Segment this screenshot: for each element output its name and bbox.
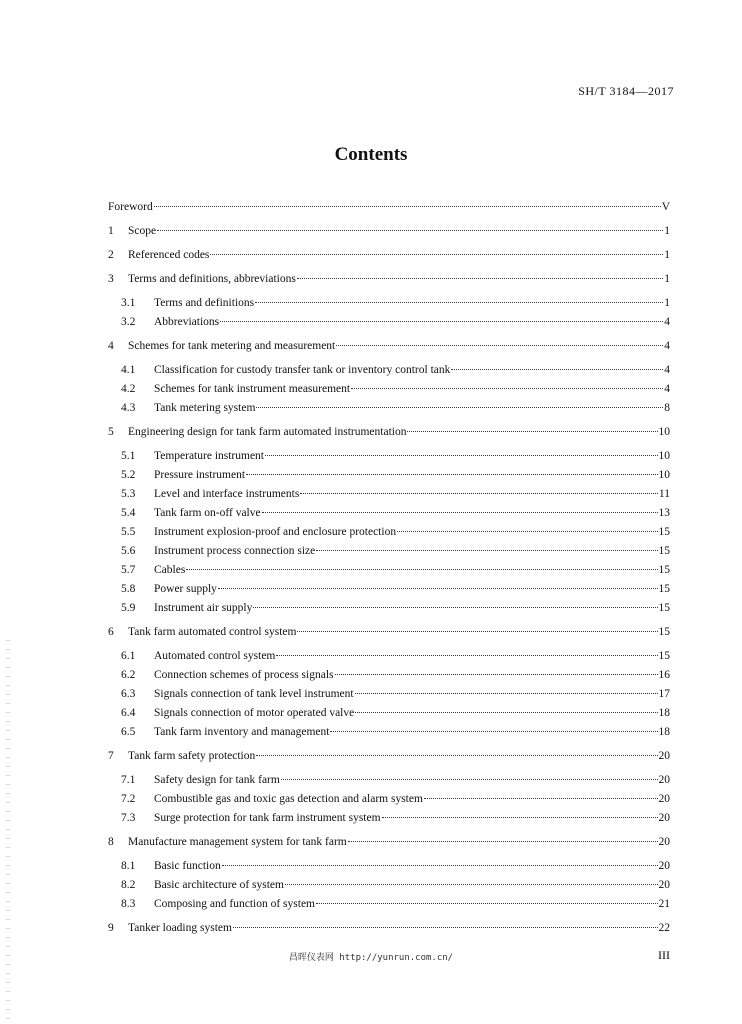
toc-leader-dots — [285, 884, 658, 885]
toc-entry-title: Basic architecture of system — [154, 879, 284, 891]
toc-entry[interactable] — [121, 792, 670, 806]
toc-entry-title: Composing and function of system — [154, 898, 315, 910]
toc-entry-number: 5.5 — [121, 526, 136, 538]
toc-entry[interactable] — [121, 296, 670, 310]
toc-entry-page: 1 — [664, 297, 670, 309]
toc-entry-number: 7 — [108, 750, 114, 762]
toc-entry-number: 5.6 — [121, 545, 136, 557]
toc-leader-dots — [316, 550, 657, 551]
toc-entry-page: 4 — [664, 383, 670, 395]
toc-leader-dots — [253, 607, 657, 608]
toc-entry-title: Signals connection of tank level instrument — [154, 688, 354, 700]
toc-entry-page: 18 — [658, 726, 670, 738]
toc-entry-page: 15 — [658, 650, 670, 662]
toc-entry-title: Cables — [154, 564, 186, 576]
toc-entry[interactable] — [121, 525, 670, 539]
toc-entry-title: Tank farm on-off valve — [154, 507, 261, 519]
toc-entry-page: 20 — [658, 812, 670, 824]
toc-entry-title: Pressure instrument — [154, 469, 246, 481]
toc-entry-page: 10 — [658, 469, 670, 481]
toc-entry-number: 5.3 — [121, 488, 136, 500]
toc-entry-title: Schemes for tank instrument measurement — [154, 383, 351, 395]
toc-entry[interactable] — [121, 468, 670, 482]
toc-leader-dots — [246, 474, 657, 475]
toc-entry-title: Referenced codes — [128, 249, 210, 261]
toc-entry-title: Engineering design for tank farm automated instrumentation — [128, 426, 407, 438]
toc-entry-title: Terms and definitions — [154, 297, 255, 309]
toc-entry[interactable] — [108, 200, 670, 214]
toc-entry-number: 6.1 — [121, 650, 136, 662]
toc-leader-dots — [351, 388, 663, 389]
toc-entry[interactable] — [121, 315, 670, 329]
toc-entry-title: Signals connection of motor operated valve — [154, 707, 355, 719]
toc-entry-page: 1 — [664, 273, 670, 285]
toc-leader-dots — [297, 631, 657, 632]
toc-leader-dots — [220, 321, 663, 322]
toc-entry-page: 22 — [658, 922, 670, 934]
toc-entry-number: 4.2 — [121, 383, 136, 395]
toc-entry-page: 4 — [664, 316, 670, 328]
toc-leader-dots — [330, 731, 657, 732]
toc-entry-title: Temperature instrument — [154, 450, 265, 462]
toc-entry-number: 6.2 — [121, 669, 136, 681]
toc-entry-title: Combustible gas and toxic gas detection and alarm system — [154, 793, 423, 805]
toc-entry-page: 21 — [658, 898, 670, 910]
toc-entry-number: 4.1 — [121, 364, 136, 376]
toc-entry-page: 4 — [664, 340, 670, 352]
toc-leader-dots — [222, 865, 658, 866]
toc-leader-dots — [355, 712, 657, 713]
toc-entry-number: 3.1 — [121, 297, 136, 309]
toc-entry-number: 6 — [108, 626, 114, 638]
toc-entry[interactable] — [121, 897, 670, 911]
toc-entry-page: 15 — [658, 602, 670, 614]
toc-leader-dots — [262, 512, 658, 513]
toc-entry[interactable] — [121, 649, 670, 663]
toc-entry-page: 15 — [658, 526, 670, 538]
toc-entry[interactable] — [121, 773, 670, 787]
toc-entry-number: 2 — [108, 249, 114, 261]
toc-entry-title: Abbreviations — [154, 316, 220, 328]
toc-entry-number: 5.4 — [121, 507, 136, 519]
toc-entry-number: 8 — [108, 836, 114, 848]
toc-entry-page: 8 — [664, 402, 670, 414]
toc-entry-number: 8.3 — [121, 898, 136, 910]
footer-source: 昌晖仪表网 http://yunrun.com.cn/ — [288, 953, 454, 963]
toc-entry-number: 6.4 — [121, 707, 136, 719]
toc-entry-title: Instrument air supply — [154, 602, 253, 614]
toc-entry-title: Surge protection for tank farm instrument system — [154, 812, 381, 824]
toc-entry-number: 5.8 — [121, 583, 136, 595]
toc-entry[interactable] — [121, 668, 670, 682]
toc-entry[interactable] — [121, 582, 670, 596]
toc-entry-title: Basic function — [154, 860, 221, 872]
toc-entry-title: Terms and definitions, abbreviations — [128, 273, 296, 285]
toc-entry-title: Manufacture management system for tank farm — [128, 836, 347, 848]
toc-leader-dots — [336, 345, 663, 346]
toc-entry-number: 7.2 — [121, 793, 136, 805]
toc-entry[interactable] — [121, 449, 670, 463]
toc-entry-page: 20 — [658, 860, 670, 872]
toc-entry-page: 11 — [658, 488, 670, 500]
toc-entry-title: Tanker loading system — [128, 922, 232, 934]
toc-entry-number: 7.1 — [121, 774, 136, 786]
toc-entry[interactable] — [108, 224, 670, 238]
toc-entry-page: 20 — [658, 836, 670, 848]
toc-entry-title: Instrument process connection size — [154, 545, 316, 557]
toc-entry-number: 6.5 — [121, 726, 136, 738]
toc-entry-page: 18 — [658, 707, 670, 719]
toc-entry-title: Tank farm inventory and management — [154, 726, 330, 738]
toc-entry-title: Power supply — [154, 583, 217, 595]
toc-leader-dots — [255, 302, 663, 303]
toc-entry-page: 20 — [658, 750, 670, 762]
toc-leader-dots — [424, 798, 658, 799]
toc-entry-title: Level and interface instruments — [154, 488, 300, 500]
toc-leader-dots — [335, 674, 658, 675]
toc-entry-title: Instrument explosion-proof and enclosure protection — [154, 526, 397, 538]
toc-entry-number: 4 — [108, 340, 114, 352]
toc-leader-dots — [276, 655, 657, 656]
toc-entry[interactable] — [121, 687, 670, 701]
toc-entry-title: Tank metering system — [154, 402, 256, 414]
toc-entry[interactable] — [108, 625, 670, 639]
toc-entry-page: 4 — [664, 364, 670, 376]
toc-entry-number: 5.2 — [121, 469, 136, 481]
toc-entry-title: Automated control system — [154, 650, 276, 662]
toc-leader-dots — [157, 230, 663, 231]
toc-entry[interactable] — [108, 272, 670, 286]
toc-entry-number: 9 — [108, 922, 114, 934]
toc-leader-dots — [355, 693, 658, 694]
toc-entry[interactable] — [121, 382, 670, 396]
toc-leader-dots — [233, 927, 658, 928]
toc-entry[interactable] — [121, 811, 670, 825]
toc-leader-dots — [407, 431, 657, 432]
toc-entry-title: Tank farm safety protection — [128, 750, 256, 762]
toc-entry-page: V — [661, 201, 670, 213]
toc-leader-dots — [210, 254, 663, 255]
toc-entry-number: 7.3 — [121, 812, 136, 824]
toc-entry-page: 10 — [658, 450, 670, 462]
toc-entry-page: 13 — [658, 507, 670, 519]
toc-entry-page: 20 — [658, 774, 670, 786]
toc-entry-page: 20 — [658, 879, 670, 891]
toc-entry[interactable] — [121, 563, 670, 577]
toc-leader-dots — [186, 569, 657, 570]
toc-entry-number: 8.1 — [121, 860, 136, 872]
toc-leader-dots — [348, 841, 658, 842]
toc-entry[interactable] — [121, 601, 670, 615]
toc-leader-dots — [281, 779, 658, 780]
toc-entry[interactable] — [121, 363, 670, 377]
toc-entry-number: 8.2 — [121, 879, 136, 891]
toc-entry[interactable] — [108, 835, 670, 849]
toc-entry[interactable] — [121, 859, 670, 873]
toc-entry-page: 15 — [658, 626, 670, 638]
toc-entry-page: 15 — [658, 545, 670, 557]
toc-leader-dots — [382, 817, 658, 818]
toc-entry-title: Schemes for tank metering and measurement — [128, 340, 336, 352]
toc-leader-dots — [397, 531, 657, 532]
toc-entry-title: Connection schemes of process signals — [154, 669, 334, 681]
toc-entry-title: Classification for custody transfer tank or inventory control tank — [154, 364, 451, 376]
toc-leader-dots — [256, 755, 657, 756]
toc-entry-page: 20 — [658, 793, 670, 805]
toc-entry-number: 5.7 — [121, 564, 136, 576]
toc-leader-dots — [218, 588, 658, 589]
toc-leader-dots — [265, 455, 657, 456]
toc-leader-dots — [256, 407, 663, 408]
toc-entry-number: 1 — [108, 225, 114, 237]
toc-leader-dots — [154, 206, 661, 207]
toc-entry-title: Tank farm automated control system — [128, 626, 297, 638]
toc-entry-title: Foreword — [108, 201, 153, 213]
toc-entry-title: Safety design for tank farm — [154, 774, 280, 786]
toc-entry[interactable] — [108, 749, 670, 763]
header-code: SH/T 3184—2017 — [578, 84, 674, 98]
toc-entry-page: 16 — [658, 669, 670, 681]
toc-entry[interactable] — [121, 487, 670, 501]
toc-entry[interactable] — [121, 401, 670, 415]
toc-entry[interactable] — [108, 425, 670, 439]
page-number: III — [658, 948, 670, 962]
toc-entry[interactable] — [121, 506, 670, 520]
toc-leader-dots — [451, 369, 663, 370]
toc-entry-page: 1 — [664, 225, 670, 237]
toc-entry[interactable] — [121, 725, 670, 739]
toc-entry-number: 3 — [108, 273, 114, 285]
toc-entry[interactable] — [121, 706, 670, 720]
toc-entry[interactable] — [121, 544, 670, 558]
page-title: Contents — [334, 144, 408, 165]
toc-entry-page: 17 — [658, 688, 670, 700]
toc-entry-number: 5.1 — [121, 450, 136, 462]
toc-entry-page: 1 — [664, 249, 670, 261]
toc-leader-dots — [297, 278, 663, 279]
toc-entry-number: 4.3 — [121, 402, 136, 414]
toc-leader-dots — [300, 493, 658, 494]
toc-entry-page: 10 — [658, 426, 670, 438]
toc-entry-number: 5.9 — [121, 602, 136, 614]
scan-edge-marks — [6, 640, 10, 1020]
toc-entry[interactable] — [108, 339, 670, 353]
toc-entry-page: 15 — [658, 564, 670, 576]
toc-entry[interactable] — [121, 878, 670, 892]
toc-entry[interactable] — [108, 921, 670, 935]
toc-entry-title: Scope — [128, 225, 157, 237]
toc-entry-number: 3.2 — [121, 316, 136, 328]
toc-entry[interactable] — [108, 248, 670, 262]
toc-entry-number: 5 — [108, 426, 114, 438]
toc-entry-number: 6.3 — [121, 688, 136, 700]
toc-leader-dots — [316, 903, 658, 904]
toc-entry-page: 15 — [658, 583, 670, 595]
